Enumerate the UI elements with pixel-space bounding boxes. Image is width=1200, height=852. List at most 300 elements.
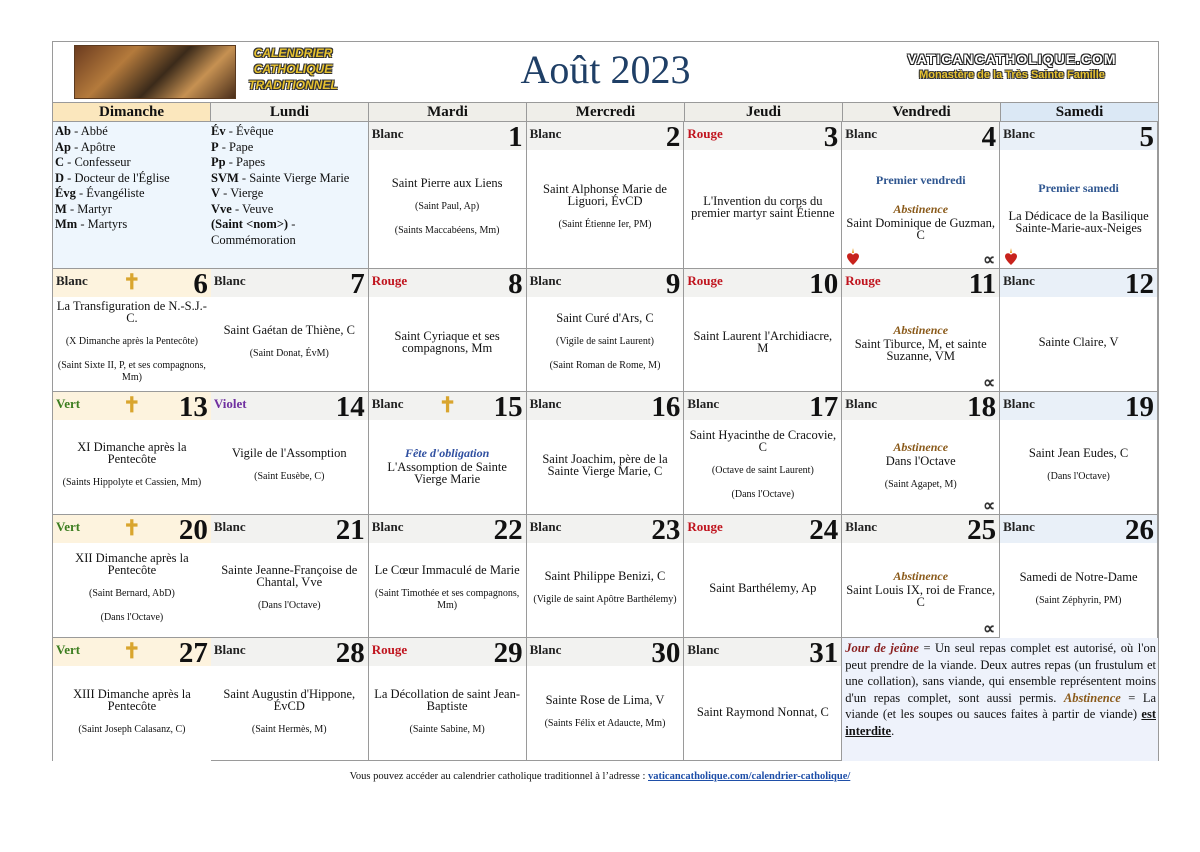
liturgical-color: Blanc [529,273,562,288]
note-end: . [891,723,895,738]
commemoration: (Octave de saint Laurent) [711,465,814,476]
day-number: 11 [968,269,997,300]
legend-abbr: SVM [211,170,239,185]
day-number: 27 [178,638,208,669]
legend-abbr: (Saint <nom>) [211,217,289,231]
liturgical-color: Rouge [845,273,881,288]
day-cell [527,392,685,515]
day-cell-header [684,122,841,153]
liturgical-color: Rouge [687,126,723,141]
day-content [530,545,681,631]
sacred-heart-icon [846,248,860,266]
day-number: 3 [823,122,839,153]
fish-icon: ∝ [982,496,996,515]
liturgical-color: Violet [213,396,247,411]
day-cell [527,638,685,761]
day-cell-header [1000,392,1157,423]
day-content [56,545,208,631]
liturgical-color: Blanc [371,396,404,411]
feast-name: Saint Philippe Benizi, C [544,569,666,583]
legend-meaning: - Sainte Vierge Marie [238,170,350,185]
day-content [687,668,838,755]
day-content [687,299,838,385]
feast-name: XIII Dimanche après la Pentecôte [73,686,191,713]
feast-name: Saint Alphonse Marie de Liguori, ÉvCD [543,182,667,208]
legend-meaning: - Évêque [225,124,274,138]
day-content [372,422,523,508]
day-cell-header [369,515,526,546]
feast-name: Le Cœur Immaculé de Marie [374,563,520,577]
day-cell-header [527,392,684,423]
weekday-label: Jeudi [685,103,843,121]
day-number: 26 [1125,515,1154,546]
day-cell [842,392,1000,515]
day-number: 8 [508,269,523,300]
day-number: 23 [651,515,681,546]
commemoration: (Saint Sixte II, P, et ses compagnons, Mm) [57,360,206,383]
feast-name: Saint Dominique de Guzman, C [846,216,995,242]
abstinence-label: Abstinence [893,322,949,337]
legend-abbr: Mm [55,217,78,231]
day-number: 25 [967,515,997,546]
day-cell [211,638,369,761]
legend-abbr: P [211,139,219,154]
day-number: 16 [651,392,681,423]
feast-name: Saint Laurent l'Archidiacre, M [693,329,833,355]
liturgical-color: Blanc [529,396,562,411]
liturgical-color: Blanc [687,642,720,657]
legend-meaning: - Pape [218,139,254,154]
legend-item [55,217,170,233]
commemoration: (Sainte Sabine, M) [409,723,485,735]
abstinence-label: Abstinence [893,439,949,454]
day-content [214,299,365,385]
weekday-label: Mardi [369,103,527,121]
day-number: 17 [809,392,839,423]
feast-name: Saint Pierre aux Liens [391,176,503,190]
day-number: 12 [1125,269,1154,300]
feast-name: Dans l'Octave [885,453,956,468]
day-cell-header [1000,122,1157,153]
legend-item [211,124,368,140]
day-cell [1000,515,1158,638]
day-cell-header [842,269,999,300]
liturgical-color: Blanc [56,273,88,288]
day-cell [1000,392,1158,515]
legend-column-1 [55,124,170,233]
feast-name: Saint Joachim, père de la Sainte Vierge Marie, C [542,452,668,478]
feast-name: Sainte Claire, V [1038,335,1119,349]
day-cell [684,122,842,269]
commemoration: (Saint Bernard, AbD) [89,588,175,599]
fish-icon: ∝ [982,373,996,392]
weekday-header [53,102,1158,122]
weekday-label: Samedi [1001,103,1158,121]
liturgical-color: Blanc [1003,126,1035,141]
day-content [56,668,208,755]
day-cell-header [684,515,841,546]
feast-name: L'Assomption de Sainte Vierge Marie [387,459,507,486]
commemoration: (Dans l'Octave) [1047,471,1110,482]
feast-name: Saint Jean Eudes, C [1028,446,1129,460]
feast-name: Saint Cyriaque et ses compagnons, Mm [394,329,500,355]
liturgical-color: Rouge [687,519,723,534]
commemoration: (Saint Roman de Rome, M) [549,360,661,371]
liturgical-color: Blanc [529,642,562,657]
day-number: 28 [335,638,365,669]
day-content [214,545,365,631]
special-day-label: Premier vendredi [875,173,966,187]
commemoration: (Saint Joseph Calasanz, C) [78,723,186,735]
liturgical-color: Blanc [687,396,720,411]
day-number: 18 [967,392,997,423]
feast-name: Saint Hyacinthe de Cracovie, C [689,428,837,454]
feast-name: XI Dimanche après la Pentecôte [77,440,187,466]
legend-meaning: - Évangéliste [75,186,145,200]
legend-item [211,217,368,248]
day-cell-header [53,515,211,546]
legend-item [211,202,368,218]
liturgical-color: Blanc [1003,396,1035,411]
liturgical-color: Blanc [845,126,878,141]
legend-meaning: - Confesseur [64,155,131,169]
commemoration: (Vigile de saint Apôtre Barthélemy) [533,594,677,605]
fasting-definition: = Un seul repas complet est autorisé, où l'on peut prendre de la viande. Deux autres repas (un frustulum et une collation), sans viande, qui ensemble représentent moins d'un repas complet, sont aussi permis. [845,641,1157,705]
legend-item [55,171,170,187]
legend-meaning: - Docteur de l'Église [64,170,170,185]
footer-text: Vous pouvez accéder au calendrier catholique traditionnel à l’adresse : [349,771,649,782]
logo-line: CALENDRIER [253,46,333,60]
cross-icon: ✝ [123,270,141,294]
fish-icon: ∝ [982,250,996,269]
liturgical-color: Blanc [845,396,878,411]
day-cell [369,269,527,392]
liturgical-color: Blanc [1003,273,1035,288]
feast-name: XII Dimanche après la Pentecôte [75,551,189,577]
feast-name: Saint Curé d'Ars, C [556,311,654,325]
legend-item [55,124,170,140]
calendar-grid [53,122,1158,761]
liturgical-color: Blanc [371,126,404,141]
day-number: 24 [809,515,839,546]
day-cell [211,269,369,392]
commemoration: (Saint Timothée et ses compagnons, Mm) [375,588,520,611]
legend-meaning: - Apôtre [70,139,116,154]
legend-abbr: V [211,186,221,200]
commemoration: (Saints Hippolyte et Cassien, Mm) [62,477,202,488]
day-number: 5 [1139,122,1154,153]
day-cell [53,269,211,392]
legend-item [55,202,170,218]
liturgical-color: Vert [56,519,81,534]
day-content [56,299,208,385]
legend-item [55,140,170,156]
liturgical-color: Blanc [213,273,246,288]
feast-name: Sainte Rose de Lima, V [545,692,665,707]
day-number: 20 [178,515,208,546]
day-content [530,299,681,385]
day-number: 1 [508,122,523,153]
feast-name: Saint Raymond Nonnat, C [696,704,829,719]
legend-item [211,155,368,171]
day-cell [369,515,527,638]
cross-icon: ✝ [438,393,457,417]
legend-item [211,140,368,156]
feast-name: Saint Tiburce, M, et sainte Suzanne, VM [854,336,987,363]
commemoration: (Vigile de saint Laurent) [556,336,654,347]
legend-meaning: - Commémoration [211,217,296,247]
liturgical-color: Blanc [1003,519,1035,534]
liturgical-color: Vert [56,396,81,411]
day-number: 15 [493,392,523,423]
day-content [845,545,996,631]
legend-item [55,186,170,202]
abbreviation-legend [53,122,369,269]
day-cell [1000,269,1158,392]
day-cell [842,515,1000,638]
site-logo [881,50,1143,88]
abstinence-forbidden: est interdite [845,707,1156,738]
day-content [372,668,523,755]
sacred-heart-icon [1004,248,1018,266]
day-cell [211,392,369,515]
legend-abbr: Évg [55,186,76,200]
feast-name: L'Invention du corps du premier martyr saint Étienne [691,194,835,220]
legend-meaning: - Veuve [231,201,274,216]
cross-icon: ✝ [123,393,141,417]
day-cell [369,122,527,269]
day-cell-header [53,269,211,300]
day-cell [53,638,211,761]
day-content [372,545,523,631]
page-footer [0,771,1200,782]
day-cell [527,269,685,392]
special-day-label: Premier samedi [1038,180,1119,195]
legend-meaning: - Martyr [66,201,112,216]
liturgical-color: Rouge [687,273,723,288]
day-number: 31 [809,638,839,669]
day-number: 22 [493,515,523,546]
liturgical-color: Blanc [213,519,246,534]
day-number: 13 [178,392,208,423]
day-number: 10 [809,269,839,300]
day-content [1003,152,1154,262]
calendar-page [52,41,1159,761]
day-content [687,545,838,631]
abstinence-definition: = La viande (et les soupes ou sauces faites à partir de viande) [845,690,1157,721]
liturgical-color: Rouge [371,273,408,288]
cross-icon: ✝ [123,516,141,540]
commemoration: (Saint Eusèbe, C) [254,471,325,482]
fish-icon: ∝ [982,619,996,638]
feast-name: Saint Louis IX, roi de France, C [846,582,996,609]
day-cell-header [842,392,999,423]
legend-item [211,186,368,202]
day-number: 9 [665,269,681,300]
day-number: 29 [493,638,523,669]
day-cell-header [369,269,526,300]
liturgical-color: Blanc [213,642,246,657]
day-cell [53,392,211,515]
weekday-label: Mercredi [527,103,685,121]
day-content [214,668,365,755]
commemoration: (Dans l'Octave) [100,612,164,623]
commemoration: (Saint Agapet, M) [884,478,957,490]
day-cell-header [527,638,684,669]
feast-name: La Décollation de saint Jean-Baptiste [374,686,521,713]
legend-abbr: C [55,155,65,169]
day-cell-header [684,269,841,300]
legend-item [211,171,368,187]
legend-meaning: - Papes [225,155,266,169]
day-content [530,422,681,508]
day-number: 19 [1125,392,1154,423]
day-cell-header [53,638,211,669]
day-cell [369,638,527,761]
logo-line: TRADITIONNEL [248,78,338,92]
day-content [56,422,208,508]
feast-name: Saint Barthélemy, Ap [709,581,817,595]
site-name: VATICANCATHOLIQUE.COM [907,51,1117,67]
legend-abbr: Vve [211,201,232,216]
obligation-label: Fête d'obligation [404,445,490,460]
day-number: 6 [193,269,208,300]
day-cell [684,269,842,392]
day-number: 30 [651,638,681,669]
day-cell [369,392,527,515]
commemoration: (X Dimanche après la Pentecôte) [65,336,198,347]
day-number: 4 [981,122,997,153]
day-content [687,422,838,508]
abstinence-label: Abstinence [893,202,949,216]
day-cell-header [369,638,526,669]
day-cell-header [842,515,999,546]
day-number: 14 [335,392,365,423]
feast-name: Saint Gaétan de Thiène, C [223,323,355,337]
legend-meaning: - Abbé [70,124,108,138]
feast-name: La Transfiguration de N.-S.J.-C. [56,299,207,325]
liturgical-color: Blanc [371,519,404,534]
month-title: Août 2023 [520,47,691,92]
commemoration: (Saint Paul, Ap) [415,201,480,212]
commemoration: (Saint Étienne Ier, PM) [558,219,652,230]
day-cell-header [211,269,368,300]
day-cell-header [527,269,684,300]
day-content [1003,422,1154,508]
commemoration: (Dans l'Octave) [257,600,321,611]
abstinence-label: Abstinence [893,568,949,583]
day-cell-header [1000,269,1157,300]
day-cell [211,515,369,638]
day-content [845,152,996,262]
day-cell-header [527,122,684,153]
liturgical-color: Rouge [371,642,408,657]
day-content [530,152,681,262]
day-number: 21 [335,515,365,546]
fasting-term: Jour de jeûne [845,641,919,655]
legend-abbr: Ab [55,124,71,138]
day-cell-header [211,392,368,423]
liturgical-color: Blanc [529,126,562,141]
feast-name: Samedi de Notre-Dame [1019,569,1138,584]
day-number: 2 [665,122,681,153]
day-cell [527,515,685,638]
day-cell [53,515,211,638]
day-content [687,152,838,262]
abstinence-term: Abstinence [1063,690,1121,705]
day-cell-header [1000,515,1157,546]
day-cell-header [527,515,684,546]
commemoration: (Saint Zéphyrin, PM) [1035,594,1122,606]
day-content [1003,545,1154,632]
legend-item [55,155,170,171]
legend-abbr: D [55,170,65,185]
day-content [372,152,523,262]
day-cell-header [53,392,211,423]
day-content [845,299,996,385]
weekday-label: Dimanche [53,103,211,121]
day-cell-header [684,392,841,423]
feast-name: Saint Augustin d'Hippone, ÉvCD [223,686,356,713]
legend-abbr: M [55,201,67,216]
day-cell-header [211,515,368,546]
commemoration: (Saints Maccabéens, Mm) [394,225,500,236]
day-cell-header [369,122,526,153]
legend-abbr: Ap [55,139,71,154]
legend-meaning: - Vierge [220,186,264,200]
logo-line: CATHOLIQUE [253,62,333,76]
day-content [845,422,996,508]
day-content [372,299,523,385]
calendar-header [53,42,1158,102]
day-cell [684,392,842,515]
weekday-label: Lundi [211,103,369,121]
day-cell-header [684,638,841,669]
day-cell [842,269,1000,392]
day-number: 7 [350,269,365,300]
legend-column-2 [211,124,368,248]
legend-abbr: Pp [211,155,226,169]
commemoration: (Dans l'Octave) [731,489,795,500]
commemoration: (Saints Félix et Adaucte, Mm) [544,717,666,729]
day-cell-header [842,122,999,153]
day-cell [684,515,842,638]
legend-abbr: Év [211,124,226,138]
feast-name: Sainte Jeanne-Françoise de Chantal, Vve [221,563,358,589]
commemoration: (Saint Hermès, M) [251,723,327,735]
weekday-label: Vendredi [843,103,1001,121]
feast-name: La Dédicace de la Basilique Sainte-Marie-aux-Neiges [1008,208,1149,235]
day-cell [684,638,842,761]
legend-meaning: - Martyrs [77,217,128,231]
commemoration: (Saint Donat, ÉvM) [249,348,329,359]
day-cell-header [369,392,526,423]
day-content [214,422,365,508]
day-cell [842,122,1000,269]
site-subtitle: Monastère de la Très Sainte Famille [919,69,1105,81]
day-cell-header [211,638,368,669]
liturgical-color: Blanc [529,519,562,534]
cross-icon: ✝ [123,639,141,663]
feast-name: Vigile de l'Assomption [231,446,347,460]
calendar-link[interactable]: vaticancatholique.com/calendrier-catholique/ [648,771,851,782]
liturgical-color: Blanc [845,519,878,534]
fasting-note [842,638,1158,761]
day-content [530,668,681,755]
day-content [1003,299,1154,385]
day-cell [527,122,685,269]
day-cell [1000,122,1158,269]
